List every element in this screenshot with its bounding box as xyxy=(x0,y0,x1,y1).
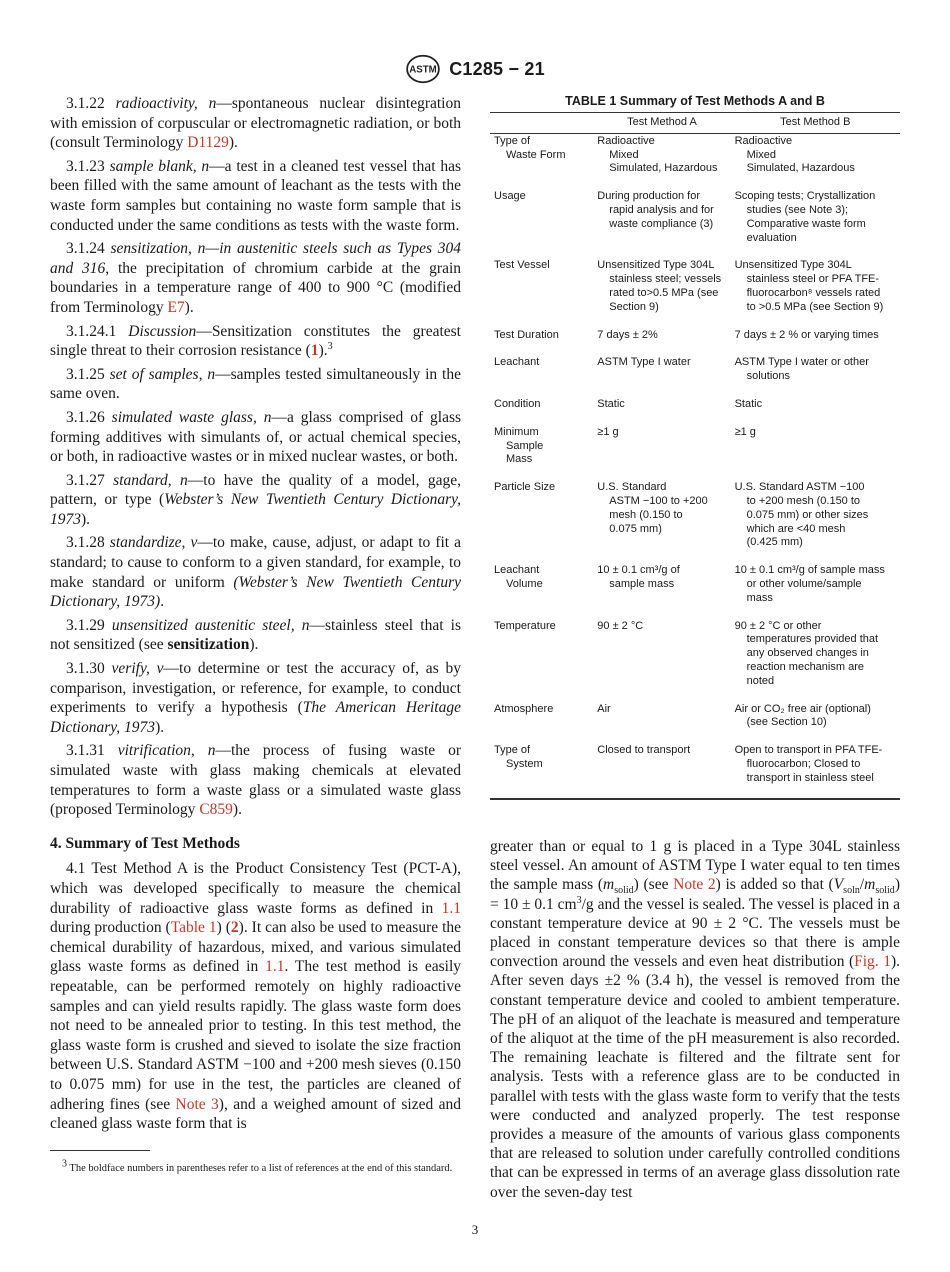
table-cell-line: Test Vessel xyxy=(494,259,550,272)
table-cell xyxy=(593,619,730,702)
table-cell xyxy=(490,743,593,799)
table-cell-line: U.S. Standard ASTM −100 xyxy=(734,481,865,494)
definition-3-1-24: 3.1.24 sensitization, n—in austenitic steels such as Types 304 and 316, the precipitation of chromium carbide at the grain boundaries in a temperature range of 400 to 900 °C (modified from Terminology E7). xyxy=(50,240,462,316)
table-cell xyxy=(490,425,593,480)
table-row xyxy=(490,355,900,397)
table-header-cell: Test Method A xyxy=(593,113,730,134)
table-cell-line: or other volume/sample xyxy=(746,577,862,590)
paragraph-4-1-continued: greater than or equal to 1 g is placed in a Type 304L stainless steel vessel. An amount of ASTM Type I water equal to ten times the sample mass $(m_{solid})$ (see Note 2) is added so that $(V_{soln}/m_{solid}) = 10 \pm 0.1$ $cm^3/g$ and the vessel is sealed. The vessel is placed in a constant temperature device at 90 ± 2 °C. The vessels must be placed in constant temperature devices so that there is ample convection around the vessels and even heat distribution (Fig. 1). After seven days ±2 % (3.4 h), the vessel is removed from the constant temperature device and cooled to ambient temperature. The pH of an aliquot of the leachate is measured and temperature of the aliquot at the time of the pH measurement is also recorded. The remaining leachate is filtered and the filtrate sent for analysis. Tests with a reference glass are to be conducted in parallel with tests with the glass waste form to verify that the tests were conducted and analyzed properly. The test response provides a measure of the amounts of various glass components that are released to solution under carefully controlled conditions that can be expressed in terms of an average glass dissolution rate over the seven-day test xyxy=(490,838,901,1201)
ref-link-fig-1[interactable]: Fig. 1 xyxy=(854,953,891,971)
definition-3-1-30: 3.1.30 verify, v—to determine or test the accuracy of, as by comparison, investigation, or reference, for example, to conduct experiments to verify a hypothesis (The American Heritage Dictionary, 1973). xyxy=(50,660,462,736)
table-cell-line: Condition xyxy=(494,397,541,410)
ref-link-e7[interactable]: E7 xyxy=(167,298,185,316)
table-cell-line: During production for xyxy=(597,190,701,203)
table-cell-line: rapid analysis and for xyxy=(609,203,714,216)
table-cell xyxy=(731,355,900,397)
table-cell xyxy=(593,133,730,189)
table-cell-line: sample mass xyxy=(609,577,675,590)
table-cell-line: waste compliance (3) xyxy=(609,217,714,230)
table-cell xyxy=(490,619,593,702)
table-cell xyxy=(490,258,593,327)
table-cell xyxy=(593,563,730,618)
document-id: C1285 − 21 xyxy=(449,58,545,79)
ref-link-note-2[interactable]: Note 2 xyxy=(673,876,716,894)
table-cell xyxy=(593,397,730,425)
table-cell-line: stainless steel or PFA TFE- xyxy=(746,273,880,286)
table-cell-line: Waste Form xyxy=(506,148,566,161)
table-cell-line: Scoping tests; Crystallization xyxy=(734,190,876,203)
table-cell-line: rated to>0.5 MPa (see xyxy=(609,286,719,299)
astm-logo-icon xyxy=(405,54,441,84)
table-cell-line: stainless steel; vessels xyxy=(609,273,722,286)
table-cell xyxy=(490,328,593,356)
table-cell-line: Leachant xyxy=(494,564,540,577)
table-cell xyxy=(593,743,730,799)
table-header-cell xyxy=(490,113,593,134)
table-cell-line: transport in stainless steel xyxy=(746,771,874,784)
footnote-marker: 3 xyxy=(327,340,333,352)
table-cell-line: to +200 mesh (0.150 to xyxy=(746,494,861,507)
table-cell xyxy=(593,258,730,327)
table-cell-line: Air or CO₂ free air (optional) xyxy=(734,702,871,715)
table-cell-line: Closed to transport xyxy=(597,744,691,757)
table-cell xyxy=(731,480,900,563)
definition-3-1-28: 3.1.28 standardize, v—to make, cause, adjust, or adapt to fit a standard; to cause to conform to a given standard, for example, to make standard or uniform (Webster’s New Twentieth Century Dictionary, 1973). xyxy=(50,534,462,611)
table-cell-line: studies (see Note 3); xyxy=(746,203,849,216)
table-cell-line: fluorocarbon; Closed to xyxy=(746,757,861,770)
table-cell-line: Type of xyxy=(494,134,531,147)
table-cell-line: Simulated, Hazardous xyxy=(609,162,718,175)
table-cell-line: Atmosphere xyxy=(494,702,554,715)
ref-link-table-1[interactable]: Table 1 xyxy=(170,919,217,937)
table-cell-line: Simulated, Hazardous xyxy=(746,162,855,175)
table-cell-line: ≥1 g xyxy=(734,425,756,438)
table-cell xyxy=(593,355,730,397)
table-cell xyxy=(490,355,593,397)
table-cell-line: ASTM −100 to +200 xyxy=(609,494,708,507)
table-cell-line: evaluation xyxy=(746,231,797,244)
table-cell-line: to >0.5 MPa (see Section 9) xyxy=(746,300,884,313)
definition-3-1-26: 3.1.26 simulated waste glass, n—a glass comprised of glass forming additives with simulants of, or actual chemical species, or both, in radioactive wastes or in mixed nuclear wastes, or both. xyxy=(50,408,462,466)
table-cell-line: Temperature xyxy=(494,619,556,632)
table-cell-line: Test Duration xyxy=(494,328,559,341)
table-cell-line: 90 ± 2 °C xyxy=(597,619,644,632)
table-cell-line: Particle Size xyxy=(494,481,556,494)
table-header-cell: Test Method B xyxy=(731,113,900,134)
table-cell-line: Mixed xyxy=(746,148,776,161)
table-cell-line: 0.075 mm) xyxy=(609,522,662,535)
ref-link-2[interactable]: 2 xyxy=(230,919,239,937)
definition-3-1-31: 3.1.31 vitrification, n—the process of fusing waste or simulated waste with glass making chemicals at elevated temperatures to form a waste glass or a simulated waste glass (proposed Terminology C859). xyxy=(50,742,461,819)
table-cell xyxy=(490,702,593,744)
table-cell-line: Radioactive xyxy=(734,134,793,147)
definition-3-1-23: 3.1.23 sample blank, n—a test in a cleaned test vessel that has been filled with the same amount of leachant as the tests with the waste form samples but containing no waste form sample that is conducted under the same conditions as tests with the waste form. xyxy=(50,157,462,234)
table-cell-line: 10 ± 0.1 cm³/g of sample mass xyxy=(734,564,885,577)
table-cell xyxy=(593,480,730,563)
table-cell-line: ASTM Type I water xyxy=(597,356,691,369)
table-cell-line: Volume xyxy=(506,577,543,590)
table-row xyxy=(490,743,900,799)
table-cell-line: Section 9) xyxy=(609,300,659,313)
table-cell-line: any observed changes in xyxy=(746,647,869,660)
table-cell-line: reaction mechanism are xyxy=(746,660,864,673)
table-cell-line: Minimum xyxy=(494,425,539,438)
table-cell xyxy=(593,328,730,356)
table-row xyxy=(490,480,900,563)
right-column xyxy=(490,837,900,1202)
table-row xyxy=(490,563,900,618)
page-header xyxy=(0,54,950,84)
table-row xyxy=(490,425,900,480)
table-cell-line: Unsensitized Type 304L xyxy=(597,259,715,272)
table-cell-line: temperatures provided that xyxy=(746,633,879,646)
table-cell xyxy=(490,133,593,189)
table-cell-line: 7 days ± 2 % or varying times xyxy=(734,328,879,341)
table-cell-line: Type of xyxy=(494,744,531,757)
table-cell-line: Leachant xyxy=(494,356,540,369)
table-cell-line: Mass xyxy=(506,453,533,466)
table-cell xyxy=(731,258,900,327)
table-row xyxy=(490,189,900,258)
definition-3-1-22: 3.1.22 radioactivity, n—spontaneous nuclear disintegration with emission of corpuscular or electromagnetic radiation, or both (consult Terminology D1129). xyxy=(50,95,461,152)
table-cell-line: System xyxy=(506,757,543,770)
table-cell xyxy=(731,619,900,702)
table-cell-line: 0.075 mm) or other sizes xyxy=(746,508,869,521)
table-cell xyxy=(593,189,730,258)
table-cell-line: Mixed xyxy=(609,148,639,161)
table-cell-line: (0.425 mm) xyxy=(746,536,803,549)
table-cell-line: Static xyxy=(597,397,625,410)
table-row xyxy=(490,258,900,327)
table-row xyxy=(490,397,900,425)
table-cell xyxy=(731,702,900,744)
ref-link-1[interactable]: 1 xyxy=(310,342,319,360)
table-cell xyxy=(731,189,900,258)
table-row xyxy=(490,133,900,189)
table-cell-line: ASTM Type I water or other xyxy=(734,356,869,369)
table-cell-line: U.S. Standard xyxy=(597,481,667,494)
summary-table xyxy=(490,112,900,800)
table-cell xyxy=(593,702,730,744)
table-cell-line: fluorocarbon⁸ vessels rated xyxy=(746,286,881,299)
table-cell xyxy=(490,563,593,618)
definition-3-1-24-1: 3.1.24.1 Discussion—Sensitization constitutes the greatest single threat to their corrosion resistance (1).$^3$ xyxy=(50,322,461,360)
table-title: TABLE 1 Summary of Test Methods A and B xyxy=(565,94,825,108)
table-cell-line: mass xyxy=(746,591,773,604)
definition-3-1-25: 3.1.25 set of samples, n—samples tested simultaneously in the same oven. xyxy=(50,365,461,403)
table-cell-line: 90 ± 2 °C or other xyxy=(734,619,822,632)
ref-link-1-1[interactable]: 1.1 xyxy=(441,899,461,917)
table-cell-line: Sample xyxy=(506,439,544,452)
table-cell xyxy=(490,480,593,563)
table-cell xyxy=(731,743,900,799)
left-column xyxy=(50,94,461,1138)
paragraph-4-1: 4.1 Test Method A is the Product Consistency Test (PCT-A), which was developed specifically to measure the chemical durability of radioactive glass waste forms as defined in 1.1 during production (Table 1) (2). It can also be used to measure the chemical durability of hazardous, mixed, and various simulated glass waste forms as defined in 1.1. The test method is easily repeatable, can be performed remotely on highly radioactive samples and can yield results rapidly. The glass waste form does not need to be annealed prior to testing. In this test method, the glass waste form is crushed and sieved to isolate the size fraction between U.S. Standard ASTM −100 and +200 mesh sieves (0.150 to 0.075 mm) for use in the test, the particles are cleaned of adhering fines (see Note 3), and a weighed amount of sized and cleaned glass waste form that is xyxy=(50,860,462,1133)
table-cell-line: Comparative waste form xyxy=(746,217,866,230)
table-cell-line: mesh (0.150 to xyxy=(609,508,683,521)
footnote: $^3$ The boldface numbers in parentheses refer to a list of references at the end of this standard. xyxy=(62,1158,453,1174)
table-cell xyxy=(731,133,900,189)
ref-link-d1129[interactable]: D1129 xyxy=(187,134,229,152)
table-cell-line: 10 ± 0.1 cm³/g of xyxy=(597,564,680,577)
summary-table-body xyxy=(490,133,900,799)
table-cell-line: which are <40 mesh xyxy=(746,522,846,535)
table-cell-line: Air xyxy=(597,702,611,715)
table-cell-line: 7 days ± 2% xyxy=(597,328,658,341)
table-cell xyxy=(731,563,900,618)
table-cell-line: Usage xyxy=(494,190,526,203)
table-cell xyxy=(593,425,730,480)
ref-link-c859[interactable]: C859 xyxy=(199,801,233,819)
definition-3-1-29: 3.1.29 unsensitized austenitic steel, n—stainless steel that is not sensitized (see sensitization). xyxy=(50,616,462,654)
table-cell xyxy=(490,397,593,425)
table-cell-line: Open to transport in PFA TFE- xyxy=(734,744,883,757)
table-row xyxy=(490,702,900,744)
footnote-divider xyxy=(50,1150,150,1151)
table-row xyxy=(490,619,900,702)
page-number: 3 xyxy=(471,1222,479,1237)
table-cell-line: ≥1 g xyxy=(597,425,619,438)
table-row xyxy=(490,328,900,356)
definition-3-1-27: 3.1.27 standard, n—to have the quality of a model, gage, pattern, or type (Webster’s New Twentieth Century Dictionary, 1973). xyxy=(50,471,462,528)
table-cell-line: Radioactive xyxy=(597,134,655,147)
table-cell xyxy=(490,189,593,258)
table-cell-line: noted xyxy=(746,674,775,687)
table-cell xyxy=(731,425,900,480)
table-cell-line: solutions xyxy=(746,370,791,383)
ref-link-1-1-b[interactable]: 1.1 xyxy=(265,958,285,976)
section-heading: 4. Summary of Test Methods xyxy=(50,834,240,852)
table-header-row xyxy=(490,113,900,134)
table-cell-line: Static xyxy=(734,397,763,410)
table-cell xyxy=(731,397,900,425)
logo-text: ASTM xyxy=(409,64,437,76)
table-cell xyxy=(731,328,900,356)
table-cell-line: (see Section 10) xyxy=(746,716,827,729)
table-cell-line: Unsensitized Type 304L xyxy=(734,259,852,272)
ref-link-note-3[interactable]: Note 3 xyxy=(175,1095,219,1113)
